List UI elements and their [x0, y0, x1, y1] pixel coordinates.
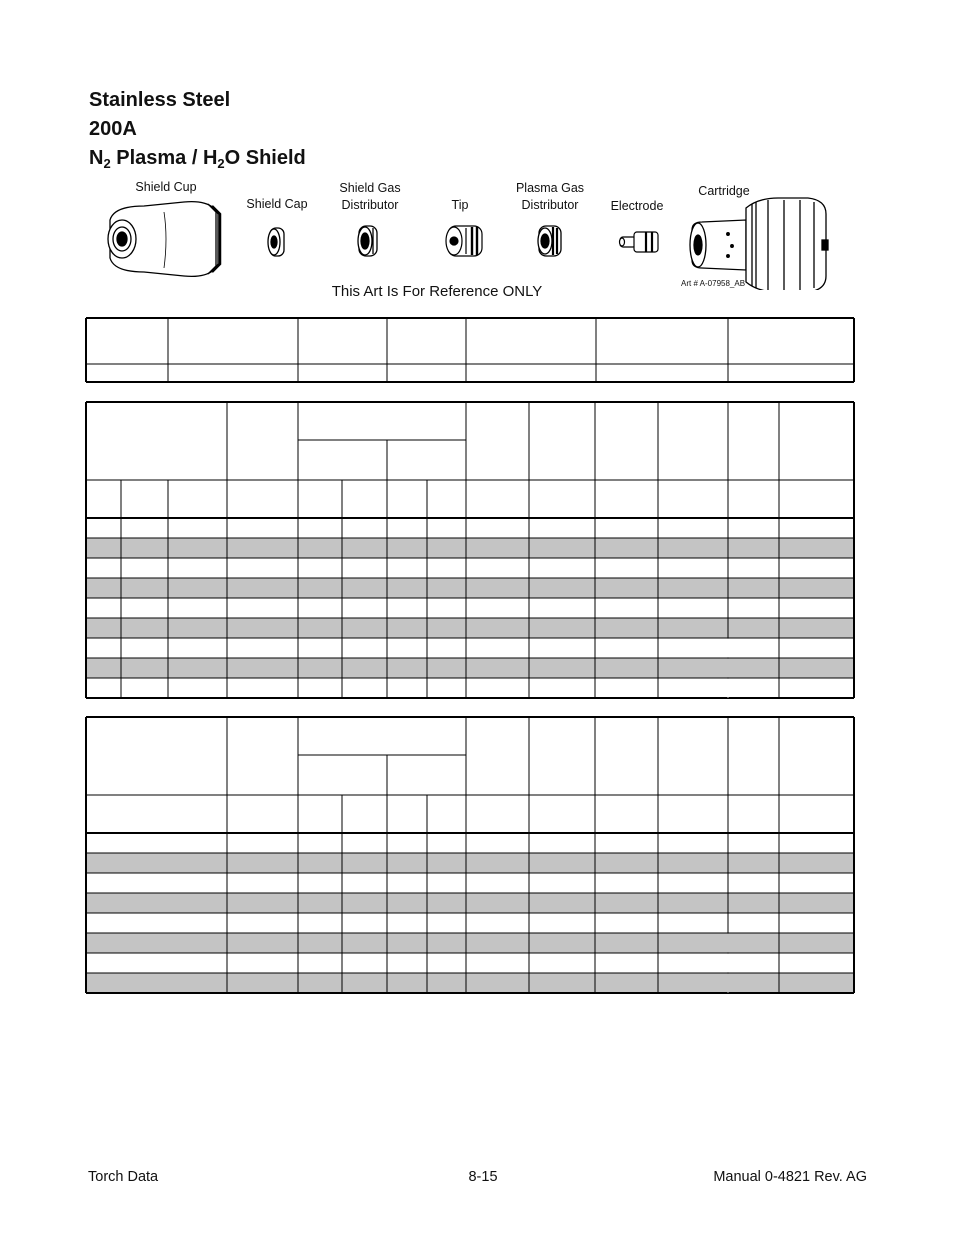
part-label-shield-cup: Shield Cup	[135, 180, 197, 194]
shaded-row	[86, 933, 854, 953]
shaded-row	[86, 618, 854, 638]
part-label-plasma-gas-distributor: Plasma Gas Distributor	[515, 181, 585, 212]
art-reference-note: This Art Is For Reference ONLY	[331, 283, 543, 300]
shaded-row	[86, 853, 854, 873]
shaded-row	[86, 578, 854, 598]
title-n-sub: 2	[103, 156, 111, 171]
part-label-tip: Tip	[451, 198, 469, 212]
part-label-shield-cap: Shield Cap	[246, 197, 308, 211]
merged-cell-mask	[727, 934, 729, 953]
footer-section: Torch Data	[88, 1169, 159, 1185]
table-3-grid	[86, 717, 854, 993]
merged-cell-mask	[727, 659, 729, 678]
title-n: N	[89, 147, 104, 169]
footer-page-number: 8-15	[468, 1169, 498, 1185]
merged-cell-mask	[727, 974, 729, 993]
shaded-row	[86, 893, 854, 913]
art-number: Art # A-07958_AB	[681, 279, 746, 288]
table-1-grid	[86, 318, 854, 382]
shaded-row	[86, 973, 854, 993]
part-label-shield-gas-distributor: Shield Gas Distributor	[339, 181, 401, 212]
part-label-electrode: Electrode	[610, 199, 664, 213]
shaded-row	[86, 538, 854, 558]
part-label-cartridge: Cartridge	[698, 184, 750, 198]
table-2-grid	[86, 402, 854, 698]
page-title-current: 200A	[89, 118, 137, 140]
shaded-row	[86, 658, 854, 678]
merged-cell-mask	[727, 954, 729, 973]
title-plasma: Plasma / H	[110, 147, 218, 169]
page-title-material: Stainless Steel	[89, 89, 231, 111]
title-shield: O Shield	[224, 147, 306, 169]
title-h-sub: 2	[217, 156, 225, 171]
merged-cell-mask	[727, 639, 729, 658]
merged-cell-mask	[727, 679, 729, 698]
footer-manual-number: Manual 0-4821 Rev. AG	[713, 1169, 867, 1185]
